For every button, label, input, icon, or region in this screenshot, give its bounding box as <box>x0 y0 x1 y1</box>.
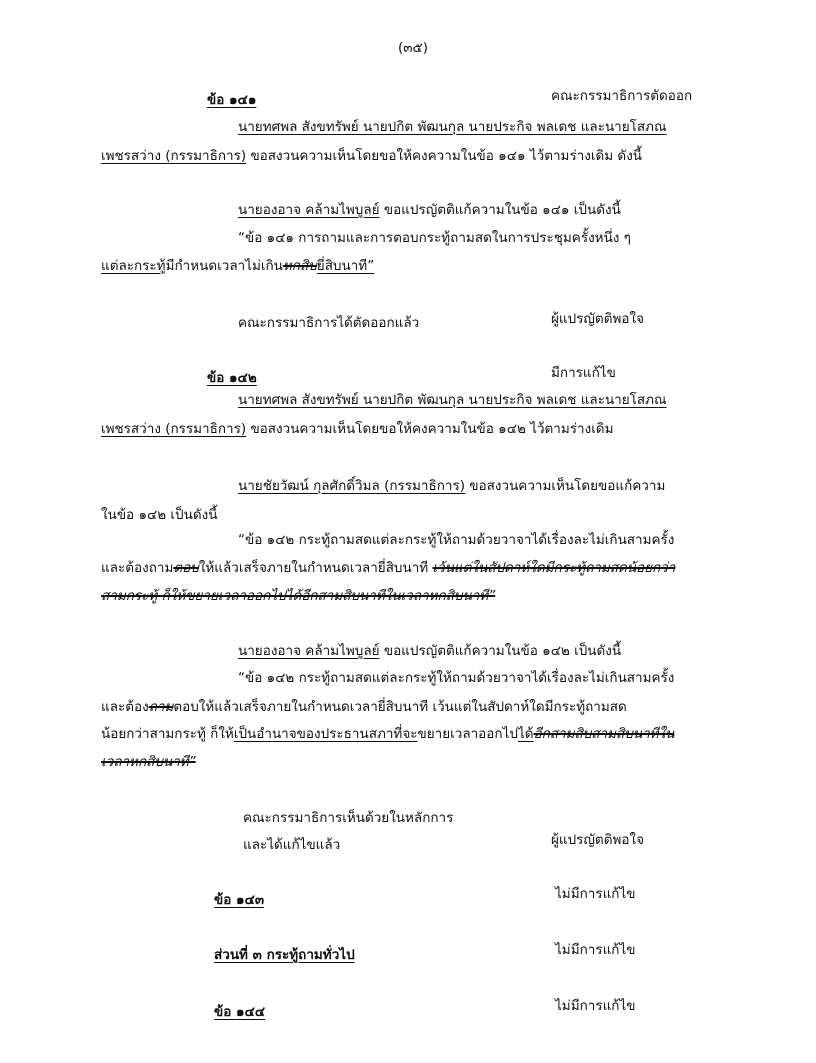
amender-name: นายองอาจ คล้ามไพบูลย์ <box>238 643 380 659</box>
amendment-text: ขอแปรญัตติแก้ความในข้อ ๑๔๑ เป็นดังนี้ <box>379 202 621 218</box>
reservation-text: ขอสงวนความเห็นโดยขอแก้ความ <box>465 478 666 494</box>
reservation-text: ขอสงวนความเห็นโดยขอให้คงความในข้อ ๑๔๒ ไว้ตามร่างเดิม <box>246 421 614 437</box>
section-142-heading: ข้อ ๑๔๒ <box>207 370 257 386</box>
section-141-quote-line1: “ข้อ ๑๔๑ การถามและการตอบกระทู้ถามสดในการประชุมครั้งหนึ่ง ๆ <box>238 230 631 246</box>
committee-member-name: นายชัยวัฒน์ กุลศักดิ์วิมล (กรรมาธิการ) <box>238 478 466 494</box>
section-142-reservation-line2 <box>101 419 613 439</box>
quote-underlined: แต่ละกระทู้ <box>101 258 166 274</box>
section-142-quote1-line3: สามกระทู้ ก็ให้ขยายเวลาออกไปได้อีกสามสิบนาทีในเวลาหกสิบนาที” <box>101 588 496 604</box>
quote-text: ตอบให้แล้วเสร็จภายในกำหนดเวลายี่สิบนาที เว้นแต่ในสัปดาห์ใดมีกระทู้ถามสด <box>173 699 627 715</box>
quote-inserted: ได้ <box>517 726 534 742</box>
amendment-text: ขอแปรญัตติแก้ความในข้อ ๑๔๒ เป็นดังนี้ <box>379 643 622 659</box>
section-143-heading: ข้อ ๑๔๓ <box>214 892 265 908</box>
page-number: (๓๕) <box>398 40 428 56</box>
quote-struck: เว้นแต่ในสัปดาห์ใดมีกระทู้ถามสดน้อยกว่า <box>432 560 676 576</box>
section-142-result-line2: และได้แก้ไขแล้ว <box>243 837 341 853</box>
quote-text: และต้องถาม <box>101 560 174 576</box>
section-141-reservation-line1: นายทศพล สังขทรัพย์ นายปกิต พัฒนกุล นายประกิจ พลเดช และนายโสภณ <box>238 119 667 135</box>
section-142-amendment <box>238 641 621 661</box>
amender-name: นายองอาจ คล้ามไพบูลย์ <box>238 202 380 218</box>
quote-text: มีกำหนดเวลาไม่เกิน <box>165 258 283 274</box>
section-141-mover-response: ผู้แปรญัตติพอใจ <box>551 311 644 327</box>
section-142-reservation-line1: นายทศพล สังขทรัพย์ นายปกิต พัฒนกุล นายประกิจ พลเดช และนายโสภณ <box>238 392 667 408</box>
section-141-amendment <box>238 200 621 220</box>
section-142-reservation2-line2: ในข้อ ๑๔๒ เป็นดังนี้ <box>101 507 218 523</box>
quote-struck: ตอบ <box>173 560 199 576</box>
quote-inserted: ยี่สิบนาที” <box>316 258 375 274</box>
quote-text: น้อยกว่าสามกระทู้ ก็ให้ <box>101 726 234 742</box>
section-141-result: คณะกรรมาธิการได้ตัดออกแล้ว <box>238 315 420 331</box>
section-142-quote2-line3 <box>101 724 674 744</box>
section-142-status: มีการแก้ไข <box>551 365 616 381</box>
section-142-reservation2-line1 <box>238 476 665 496</box>
quote-struck: ถาม <box>148 699 174 715</box>
section-141-quote-line2 <box>101 256 374 276</box>
section-143-status: ไม่มีการแก้ไข <box>555 886 636 902</box>
section-142-quote1-line2 <box>101 558 675 578</box>
section-142-mover-response: ผู้แปรญัตติพอใจ <box>551 832 644 848</box>
quote-struck: อีกสามสิบสามสิบนาทีใน <box>533 726 675 742</box>
quote-text: ขยายเวลาออกไป <box>417 726 518 742</box>
quote-text: และต้อง <box>101 699 149 715</box>
part-3-heading: ส่วนที่ ๓ กระทู้ถามทั่วไป <box>214 947 355 963</box>
section-142-quote1-line1: “ข้อ ๑๔๒ กระทู้ถามสดแต่ละกระทู้ให้ถามด้วยวาจาได้เรื่องละไม่เกินสามครั้ง <box>238 532 675 548</box>
section-141-heading: ข้อ ๑๔๑ <box>207 92 257 108</box>
section-141-reservation-line2 <box>101 146 642 166</box>
section-141-status: คณะกรรมาธิการตัดออก <box>551 88 693 104</box>
committee-members-name: เพชรสว่าง (กรรมาธิการ) <box>101 421 247 437</box>
committee-members-name: เพชรสว่าง (กรรมาธิการ) <box>101 148 247 164</box>
section-144-heading: ข้อ ๑๔๔ <box>214 1004 266 1020</box>
section-142-quote2-line1: “ข้อ ๑๔๒ กระทู้ถามสดแต่ละกระทู้ให้ถามด้วยวาจาได้เรื่องละไม่เกินสามครั้ง <box>238 670 675 686</box>
quote-inserted: เป็นอำนาจของประธานสภาที่จะ <box>233 726 418 742</box>
section-144-status: ไม่มีการแก้ไข <box>555 998 636 1014</box>
quote-struck: หกสิบ <box>282 258 317 274</box>
section-142-result-line1: คณะกรรมาธิการเห็นด้วยในหลักการ <box>243 810 454 826</box>
section-142-quote2-line2 <box>101 697 627 717</box>
part-3-status: ไม่มีการแก้ไข <box>555 942 636 958</box>
section-142-quote2-line4: เวลาหกสิบนาที” <box>101 754 196 770</box>
reservation-text: ขอสงวนความเห็นโดยขอให้คงความในข้อ ๑๔๑ ไว้ตามร่างเดิม ดังนี้ <box>246 148 643 164</box>
quote-text: ให้แล้วเสร็จภายในกำหนดเวลายี่สิบนาที <box>198 560 433 576</box>
